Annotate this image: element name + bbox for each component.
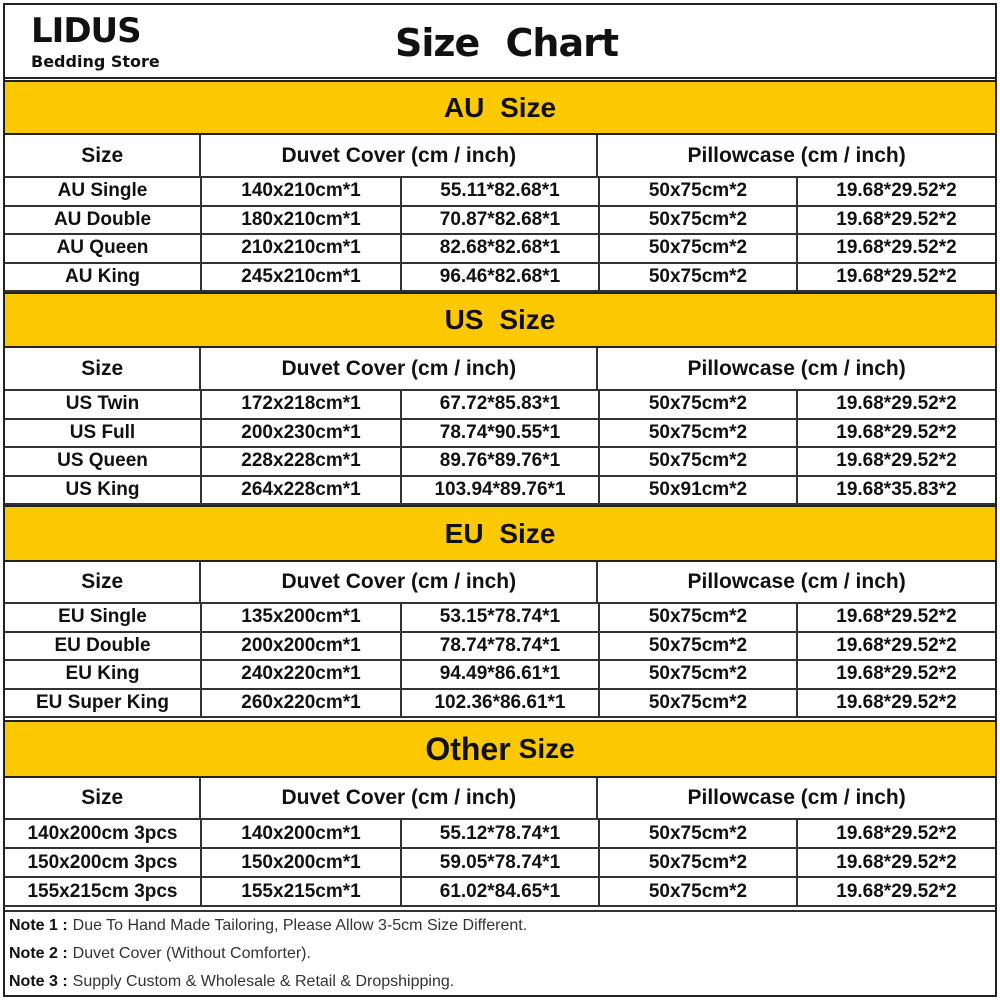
cell-duvet-inch: 94.49*86.61*1 [402, 661, 600, 688]
header-pillow: Pillowcase (cm / inch) [687, 356, 906, 380]
cell-pillow-cm: 50x75cm*2 [600, 178, 798, 205]
cell-duvet-cm: 200x230cm*1 [202, 420, 402, 447]
cell-size: AU Double [5, 207, 202, 234]
cell-size: US Queen [5, 448, 202, 475]
cell-duvet-inch: 96.46*82.68*1 [402, 264, 600, 291]
header [3, 3, 997, 79]
cell-pillow-inch: 19.68*35.83*2 [836, 478, 957, 500]
cell-pillow-cm: 50x75cm*2 [600, 448, 798, 475]
header-pillow: Pillowcase (cm / inch) [687, 786, 906, 809]
note-label: Note 1 : [9, 917, 68, 934]
cell-duvet-cm: 150x200cm*1 [202, 849, 402, 876]
notes [5, 910, 995, 995]
note-line [5, 940, 995, 968]
section-title: Size [518, 733, 575, 764]
cell-size: US King [5, 477, 202, 504]
table-row [5, 661, 995, 690]
cell-pillow-inch: 19.68*29.52*2 [836, 393, 957, 415]
cell-pillow-cm: 50x75cm*2 [600, 690, 798, 717]
cell-duvet-cm: 264x228cm*1 [202, 477, 402, 504]
section-band [5, 720, 995, 778]
table-row [5, 178, 995, 207]
cell-duvet-cm: 172x218cm*1 [202, 391, 402, 418]
header-pillow: Pillowcase (cm / inch) [687, 143, 906, 167]
cell-duvet-cm: 245x210cm*1 [202, 264, 402, 291]
header-duvet: Duvet Cover (cm / inch) [201, 562, 598, 602]
section-title: US Size [444, 304, 556, 335]
header-size: Size [5, 348, 201, 389]
cell-duvet-inch: 78.74*90.55*1 [402, 420, 600, 447]
table-row [5, 633, 995, 662]
cell-size: EU King [5, 661, 202, 688]
section-band [5, 80, 995, 135]
note-line [5, 912, 995, 940]
note-text: Supply Custom & Wholesale & Retail & Dropshipping. [72, 973, 455, 990]
table-row [5, 820, 995, 849]
page-title: Size Chart [395, 21, 619, 65]
cell-pillow-inch: 19.68*29.52*2 [836, 822, 957, 844]
cell-pillow-cm: 50x75cm*2 [600, 661, 798, 688]
section-band [5, 505, 995, 562]
cell-pillow-cm: 50x91cm*2 [600, 477, 798, 504]
section-title-main: Other [425, 730, 511, 767]
cell-pillow-inch: 19.68*29.52*2 [836, 208, 957, 230]
cell-duvet-inch: 67.72*85.83*1 [402, 391, 600, 418]
table-row [5, 207, 995, 236]
cell-pillow-cm: 50x75cm*2 [600, 604, 798, 631]
cell-duvet-cm: 135x200cm*1 [202, 604, 402, 631]
note-line [5, 968, 995, 996]
column-header-row [5, 135, 995, 178]
cell-size: 150x200cm 3pcs [5, 849, 202, 876]
cell-duvet-cm: 210x210cm*1 [202, 235, 402, 262]
cell-pillow-cm: 50x75cm*2 [600, 849, 798, 876]
header-size: Size [5, 135, 201, 176]
cell-pillow-inch: 19.68*29.52*2 [836, 237, 957, 259]
cell-pillow-cm: 50x75cm*2 [600, 633, 798, 660]
header-duvet: Duvet Cover (cm / inch) [201, 778, 598, 818]
brand-subtitle: Bedding Store [31, 52, 160, 71]
note-label: Note 2 : [9, 945, 68, 962]
cell-duvet-inch: 53.15*78.74*1 [402, 604, 600, 631]
column-header-row [5, 562, 995, 604]
cell-size: EU Double [5, 633, 202, 660]
cell-duvet-inch: 102.36*86.61*1 [402, 690, 600, 717]
cell-duvet-inch: 78.74*78.74*1 [402, 633, 600, 660]
cell-duvet-inch: 103.94*89.76*1 [402, 477, 600, 504]
column-header-row [5, 778, 995, 820]
cell-duvet-inch: 61.02*84.65*1 [402, 878, 600, 905]
cell-size: EU Single [5, 604, 202, 631]
cell-duvet-inch: 70.87*82.68*1 [402, 207, 600, 234]
cell-pillow-cm: 50x75cm*2 [600, 235, 798, 262]
cell-duvet-inch: 55.12*78.74*1 [402, 820, 600, 847]
note-text: Due To Hand Made Tailoring, Please Allow 3-5cm Size Different. [72, 917, 528, 934]
cell-pillow-inch: 19.68*29.52*2 [836, 606, 957, 628]
section-band [5, 292, 995, 348]
header-duvet: Duvet Cover (cm / inch) [201, 135, 598, 176]
cell-pillow-cm: 50x75cm*2 [600, 420, 798, 447]
table-row [5, 264, 995, 293]
cell-duvet-cm: 228x228cm*1 [202, 448, 402, 475]
cell-size: AU King [5, 264, 202, 291]
cell-pillow-inch: 19.68*29.52*2 [836, 691, 957, 713]
table-row [5, 690, 995, 719]
cell-pillow-cm: 50x75cm*2 [600, 820, 798, 847]
table-row [5, 391, 995, 420]
cell-duvet-inch: 82.68*82.68*1 [402, 235, 600, 262]
cell-pillow-inch: 19.68*29.52*2 [836, 634, 957, 656]
cell-pillow-cm: 50x75cm*2 [600, 207, 798, 234]
table-row [5, 477, 995, 506]
cell-size: AU Queen [5, 235, 202, 262]
cell-duvet-cm: 155x215cm*1 [202, 878, 402, 905]
cell-pillow-cm: 50x75cm*2 [600, 264, 798, 291]
note-text: Duvet Cover (Without Comforter). [72, 945, 311, 962]
cell-duvet-inch: 55.11*82.68*1 [402, 178, 600, 205]
cell-pillow-inch: 19.68*29.52*2 [836, 265, 957, 287]
table-row [5, 849, 995, 878]
cell-pillow-cm: 50x75cm*2 [600, 878, 798, 905]
header-duvet: Duvet Cover (cm / inch) [201, 348, 598, 389]
cell-pillow-inch: 19.68*29.52*2 [836, 851, 957, 873]
header-size: Size [5, 562, 201, 602]
table-row [5, 235, 995, 264]
table-row [5, 878, 995, 907]
header-size: Size [5, 778, 201, 818]
note-label: Note 3 : [9, 973, 68, 990]
cell-duvet-cm: 140x200cm*1 [202, 820, 402, 847]
cell-pillow-inch: 19.68*29.52*2 [836, 450, 957, 472]
section-title: EU Size [444, 517, 556, 549]
cell-pillow-cm: 50x75cm*2 [600, 391, 798, 418]
cell-duvet-inch: 59.05*78.74*1 [402, 849, 600, 876]
table-row [5, 604, 995, 633]
cell-pillow-inch: 19.68*29.52*2 [836, 180, 957, 202]
cell-pillow-inch: 19.68*29.52*2 [836, 663, 957, 685]
cell-size: US Twin [5, 391, 202, 418]
cell-duvet-cm: 180x210cm*1 [202, 207, 402, 234]
section-title: AU Size [443, 91, 557, 123]
cell-duvet-inch: 89.76*89.76*1 [402, 448, 600, 475]
brand-logo: LIDUS [31, 11, 141, 51]
cell-size: AU Single [5, 178, 202, 205]
header-pillow: Pillowcase (cm / inch) [687, 570, 906, 593]
cell-size: 140x200cm 3pcs [5, 820, 202, 847]
table-row [5, 420, 995, 449]
cell-pillow-inch: 19.68*29.52*2 [836, 880, 957, 902]
cell-size: EU Super King [5, 690, 202, 717]
cell-duvet-cm: 240x220cm*1 [202, 661, 402, 688]
cell-duvet-cm: 200x200cm*1 [202, 633, 402, 660]
cell-pillow-inch: 19.68*29.52*2 [836, 421, 957, 443]
cell-duvet-cm: 140x210cm*1 [202, 178, 402, 205]
cell-size: 155x215cm 3pcs [5, 878, 202, 905]
table-row [5, 448, 995, 477]
cell-duvet-cm: 260x220cm*1 [202, 690, 402, 717]
cell-size: US Full [5, 420, 202, 447]
column-header-row [5, 348, 995, 391]
